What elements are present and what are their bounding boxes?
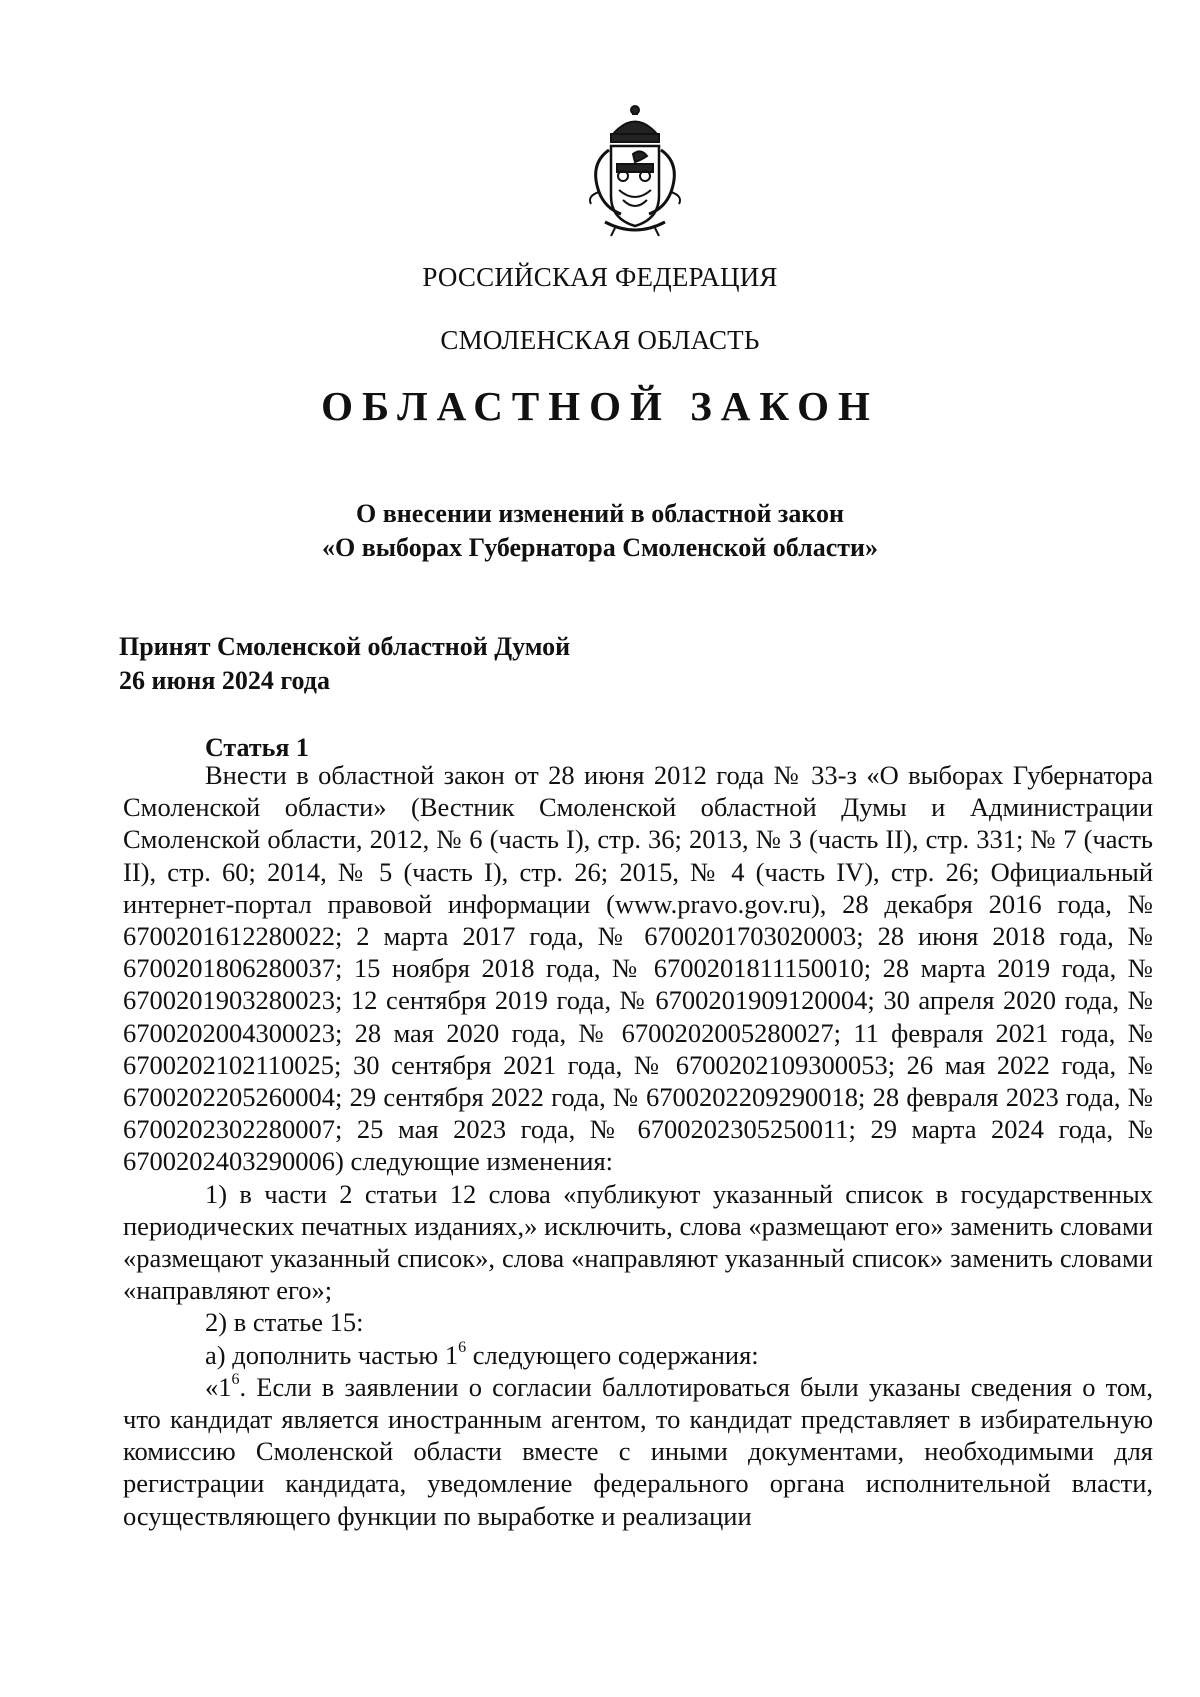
paragraph-5-text-end: . Если в заявлении о согласии баллотироваться были указаны сведения о том, что кандидат является иностранным агентом, то кандидат представляет в избирательную комиссию Смоленской области вместе с иными документами, необходимыми для регистрации кандидата, уведомление федерального органа исполнительной власти, осуществляющего функции по выработке и реализации [123,1371,1153,1531]
region-heading: СМОЛЕНСКАЯ ОБЛАСТЬ [440,325,760,355]
superscript: 6 [458,1338,467,1356]
article-paragraph-2: 1) в части 2 статьи 12 слова «публикуют указанный список в государственных периодических печатных изданиях,» исключить, слова «размещают его» заменить словами «размещают указанный список», слова «направляют указанный список» заменить словами «направляют его»; [123,1178,1153,1306]
paragraph-4-text-end: следующего содержания: [466,1339,759,1370]
article-body [123,759,1153,1532]
article-heading: Статья 1 [205,733,309,762]
adopted-by: Принят Смоленской областной Думой [119,632,571,661]
article-paragraph-5 [123,1371,1153,1532]
law-title [0,497,1200,565]
law-title-line-1: О внесении изменений в областной закон [355,499,845,528]
document-type-heading: ОБЛАСТНОЙ ЗАКОН [321,383,879,429]
paragraph-5-text: «1 [205,1371,232,1402]
adoption-date: 26 июня 2024 года [119,666,330,695]
article-paragraph-1: Внести в областной закон от 28 июня 2012 года № 33-з «О выборах Губернатора Смоленской области» (Вестник Смоленской областной Думы и Администрации Смоленской области, 2012, № 6 (часть I), стр. 36; 2013, № 3 (часть II), стр. 331; № 7 (часть II), стр. 60; 2014, № 5 (часть I), стр. 26; 2015, № 4 (часть IV), стр. 26; Официальный интернет-портал правовой информации (www.pravo.gov.ru), 28 декабря 2016 года, № 6700201612280022; 2 марта 2017 года, № 6700201703020003; 28 июня 2018 года, № 6700201806280037; 15 ноября 2018 года, № 6700201811150010; 28 марта 2019 года, № 6700201903280023; 12 сентября 2019 года, № 6700201909120004; 30 апреля 2020 года, № 6700202004300023; 28 мая 2020 года, № 6700202005280027; 11 февраля 2021 года, № 6700202102110025; 30 сентября 2021 года, № 6700202109300053; 26 мая 2022 года, № 6700202205260004; 29 сентября 2022 года, № 6700202209290018; 28 февраля 2023 года, № 6700202302280007; 25 мая 2023 года, № 6700202305250011; 29 марта 2024 года, № 6700202403290006) следующие изменения: [123,760,1153,1177]
coat-of-arms-icon [575,104,695,239]
law-title-line-2: «О выборах Губернатора Смоленской области» [321,533,879,562]
adoption-info [119,630,570,698]
country-heading: РОССИЙСКАЯ ФЕДЕРАЦИЯ [422,262,778,292]
article-paragraph-3: 2) в статье 15: [205,1307,364,1338]
article-paragraph-4 [123,1339,1153,1371]
paragraph-4-text: а) дополнить частью 1 [205,1339,459,1370]
superscript: 6 [231,1371,240,1389]
